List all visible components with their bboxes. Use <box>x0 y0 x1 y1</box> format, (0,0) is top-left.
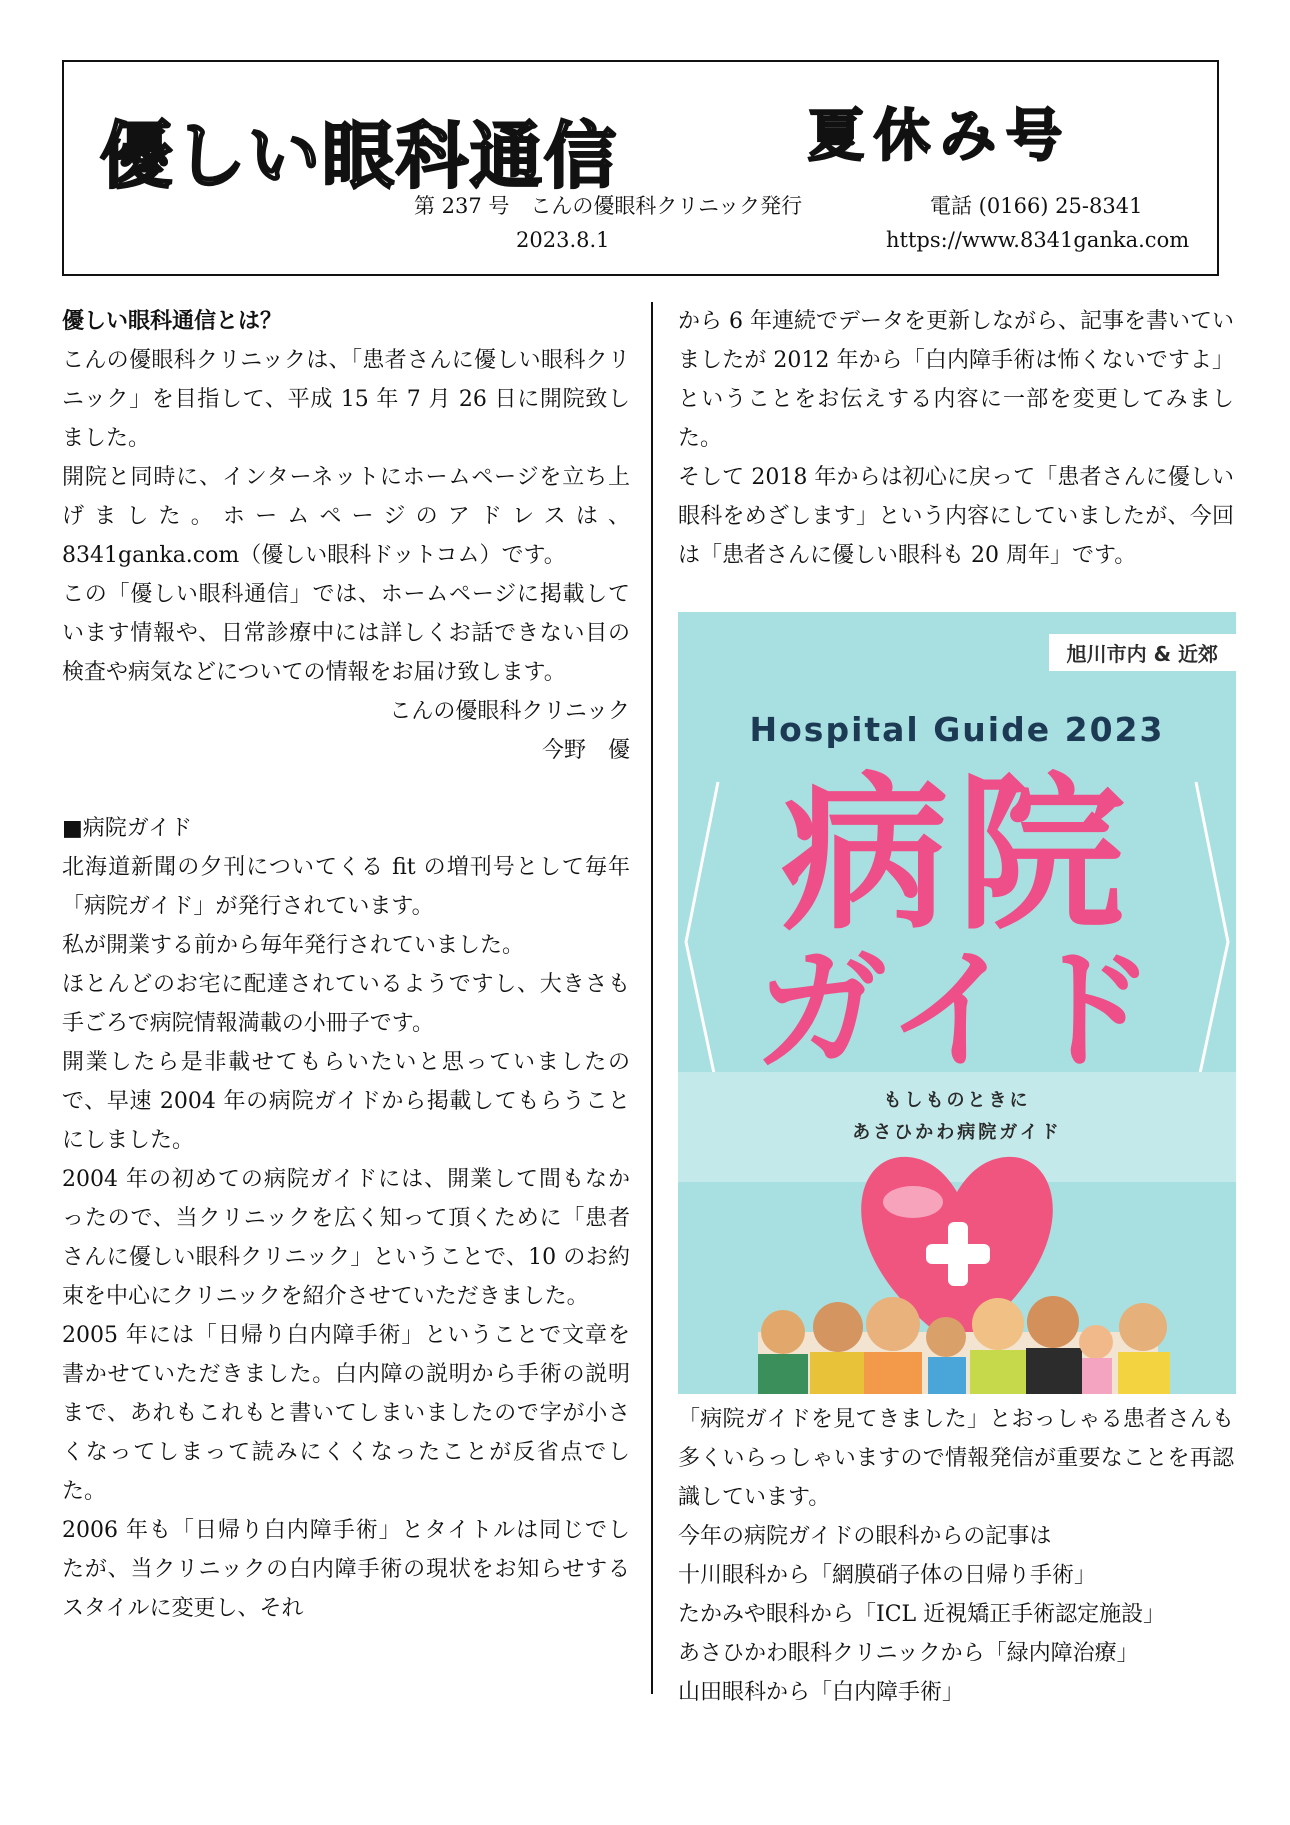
cover-subtitle: もしものときに <box>883 1090 1031 1111</box>
cover-english-title: Hospital Guide 2023 <box>749 710 1165 749</box>
left-column <box>62 302 630 1628</box>
intro-paragraph: こんの優眼科クリニックは、「患者さんに優しい眼科クリニック」を目指して、平成 15 年 7 月 26 日に開院致しました。 <box>62 348 630 451</box>
intro-heading: 優しい眼科通信とは？ <box>62 309 283 334</box>
section-paragraph: ほとんどのお宅に配達されているようですし、大きさも手ごろで病院情報満載の小冊子です。 <box>62 972 630 1036</box>
signature-clinic: こんの優眼科クリニック <box>389 699 630 724</box>
cover-kanji-title: 病院 <box>781 757 1133 953</box>
intro-paragraph: 開院と同時に、インターネットにホームページを立ち上げました。ホームページのアドレスは、8341ganka.com（優しい眼科ドットコム）です。 <box>62 465 630 568</box>
article-list-item: たかみや眼科から「ICL 近視矯正手術認定施設」 <box>678 1602 1166 1627</box>
intro-paragraph: この「優しい眼科通信」では、ホームページに掲載しています情報や、日常診療中には詳しくお話できない目の検査や病気などについての情報をお届け致します。 <box>62 582 630 685</box>
section-paragraph: 私が開業する前から毎年発行されていました。 <box>62 933 525 958</box>
cover-subtitle: あさひかわ病院ガイド <box>852 1122 1062 1143</box>
cover-kana-title: ガイド <box>754 934 1160 1088</box>
article-list-item: あさひかわ眼科クリニックから「緑内障治療」 <box>678 1641 1139 1666</box>
right-column-top <box>678 302 1234 575</box>
newsletter-title: 優しい眼科通信 <box>100 114 619 198</box>
continued-paragraph: そして 2018 年からは初心に戻って「患者さんに優しい眼科をめざします」という内容にしていましたが、今回は「患者さんに優しい眼科も 20 周年」です。 <box>678 465 1234 568</box>
right-column-bottom <box>678 1400 1234 1712</box>
signature-name: 今野 優 <box>541 738 630 763</box>
list-intro: 今年の病院ガイドの眼科からの記事は <box>678 1524 1052 1549</box>
issue-label: 夏休み号 <box>808 104 1072 169</box>
phone: 電話 (0166) 25-8341 <box>930 194 1143 218</box>
section-paragraph: 2005 年には「日帰り白内障手術」ということで文章を書かせていただきました。白内障の説明から手術の説明まで、あれもこれもと書いてしまいましたので字が小さくなってしまって読みにくくなったことが反省点でした。 <box>62 1323 630 1504</box>
column-divider <box>651 302 653 1694</box>
closing-paragraph: 「病院ガイドを見てきました」とおっしゃる患者さんも多くいらっしゃいますので情報発信が重要なことを再認識しています。 <box>678 1407 1234 1510</box>
section-paragraph: 北海道新聞の夕刊についてくる fit の増刊号として毎年「病院ガイド」が発行されています。 <box>62 855 630 919</box>
continued-paragraph: から 6 年連続でデータを更新しながら、記事を書いていましたが 2012 年から「白内障手術は怖くないですよ」ということをお伝えする内容に一部を変更してみました。 <box>678 309 1234 451</box>
section-heading: ■病院ガイド <box>62 816 193 841</box>
masthead <box>62 60 1219 276</box>
article-list-item: 十川眼科から「網膜硝子体の日帰り手術」 <box>678 1563 1097 1588</box>
issue-line: 第 237 号 こんの優眼科クリニック発行 <box>414 194 803 218</box>
section-paragraph: 2004 年の初めての病院ガイドには、開業して間もなかったので、当クリニックを広く知って頂くために「患者さんに優しい眼科クリニック」ということで、10 のお約束を中心にクリニックを紹介させていただきました。 <box>62 1167 630 1309</box>
section-paragraph: 開業したら是非載せてもらいたいと思っていましたので、早速 2004 年の病院ガイドから掲載してもらうことにしました。 <box>62 1050 630 1153</box>
article-list-item: 山田眼科から「白内障手術」 <box>678 1680 965 1705</box>
website-url: https://www.8341ganka.com <box>886 228 1190 252</box>
hospital-guide-cover-image <box>678 612 1236 1394</box>
cover-region-tag: 旭川市内 & 近郊 <box>1049 634 1236 671</box>
issue-date: 2023.8.1 <box>516 228 610 252</box>
section-paragraph: 2006 年も「日帰り白内障手術」とタイトルは同じでしたが、当クリニックの白内障手術の現状をお知らせするスタイルに変更し、それ <box>62 1518 630 1621</box>
